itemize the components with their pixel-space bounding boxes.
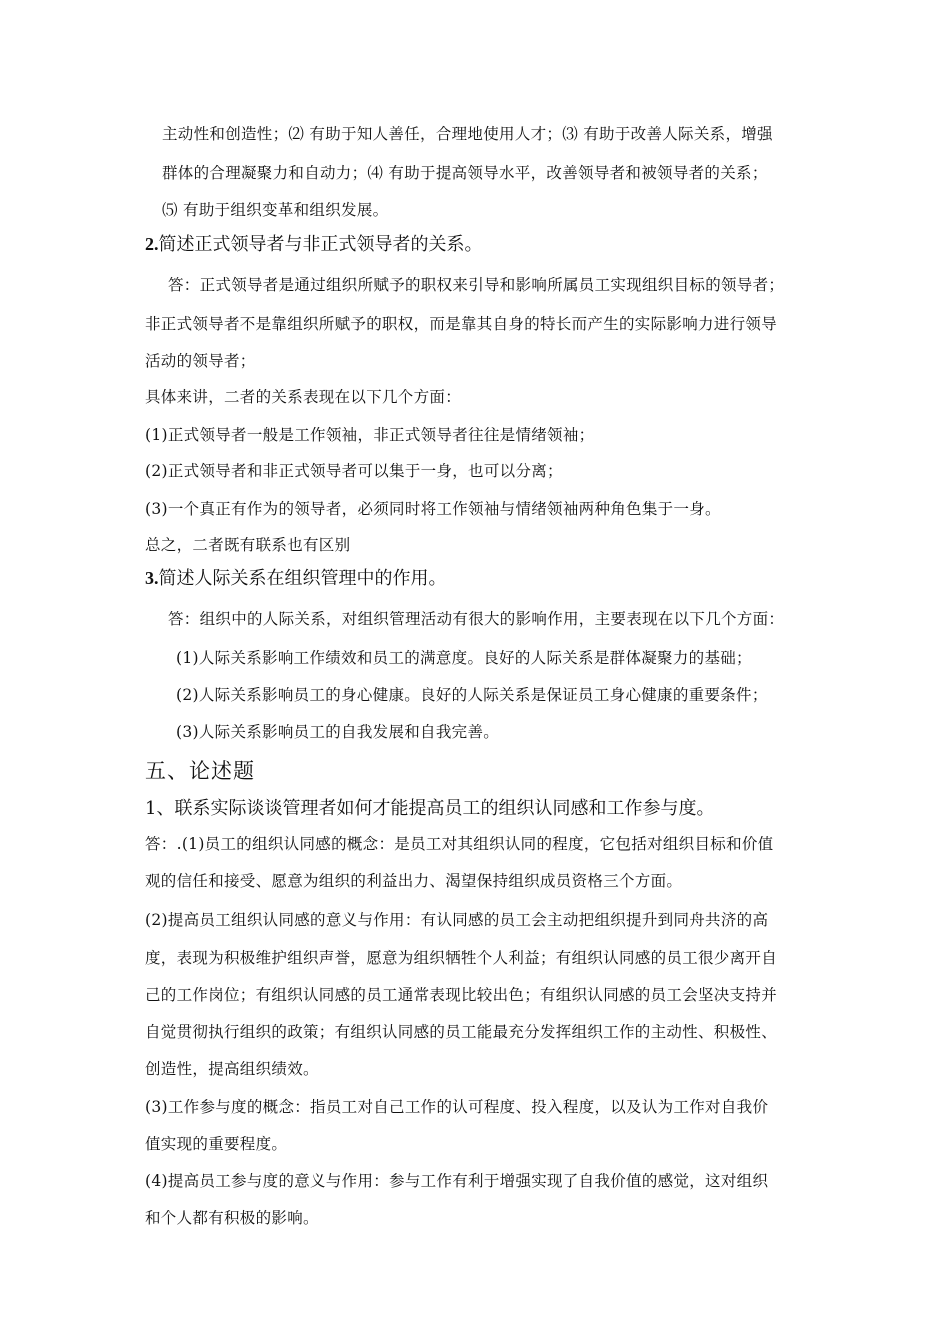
question-heading bbox=[145, 566, 447, 591]
question-heading: 1、联系实际谈谈管理者如何才能提高员工的组织认同感和工作参与度。 bbox=[145, 798, 715, 819]
answer-line: (3)一个真正有作为的领导者，必须同时将工作领袖与情绪领袖两种角色集于一身。 bbox=[145, 500, 721, 518]
answer-line: 答：.(1)员工的组织认同感的概念：是员工对其组织认同的程度，它包括对组织目标和价值 bbox=[145, 835, 774, 853]
answer-line: (2)正式领导者和非正式领导者可以集于一身，也可以分离； bbox=[145, 462, 563, 480]
question-heading bbox=[145, 232, 483, 257]
answer-line: (4)提高员工参与度的意义与作用：参与工作有利于增强实现了自我价值的感觉，这对组织 bbox=[145, 1172, 769, 1190]
question-number: 3. bbox=[145, 568, 159, 588]
answer-line: (1)人际关系影响工作绩效和员工的满意度。良好的人际关系是群体凝聚力的基础； bbox=[176, 649, 752, 667]
answer-line: 非正式领导者不是靠组织所赋予的职权，而是靠其自身的特长而产生的实际影响力进行领导 bbox=[145, 315, 778, 333]
answer-line: 活动的领导者； bbox=[145, 352, 256, 370]
answer-line: 答：正式领导者是通过组织所赋予的职权来引导和影响所属员工实现组织目标的领导者； bbox=[168, 276, 785, 294]
answer-line: 和个人都有积极的影响。 bbox=[145, 1209, 319, 1227]
answer-line: 具体来讲，二者的关系表现在以下几个方面： bbox=[145, 388, 462, 406]
answer-line: 观的信任和接受、愿意为组织的利益出力、渴望保持组织成员资格三个方面。 bbox=[145, 872, 683, 890]
question-number: 2. bbox=[145, 234, 159, 254]
text-line: 群体的合理凝聚力和自动力；⑷ 有助于提高领导水平，改善领导者和被领导者的关系； bbox=[162, 164, 768, 182]
question-title: 简述正式领导者与非正式领导者的关系。 bbox=[158, 234, 483, 255]
answer-line: (2)人际关系影响员工的身心健康。良好的人际关系是保证员工身心健康的重要条件； bbox=[176, 686, 768, 704]
answer-line: 答：组织中的人际关系，对组织管理活动有很大的影响作用，主要表现在以下几个方面： bbox=[168, 610, 785, 628]
text-line: ⑸ 有助于组织变革和组织发展。 bbox=[162, 201, 389, 219]
answer-line: 创造性，提高组织绩效。 bbox=[145, 1060, 319, 1078]
answer-line: 度，表现为积极维护组织声誉，愿意为组织牺牲个人利益；有组织认同感的员工很少离开自 bbox=[145, 949, 778, 967]
question-title: 简述人际关系在组织管理中的作用。 bbox=[158, 568, 447, 589]
answer-line: 总之，二者既有联系也有区别 bbox=[145, 536, 351, 554]
answer-line: 己的工作岗位；有组织认同感的员工通常表现比较出色；有组织认同感的员工会坚决支持并 bbox=[145, 986, 778, 1004]
answer-line: 自觉贯彻执行组织的政策；有组织认同感的员工能最充分发挥组织工作的主动性、积极性、 bbox=[145, 1023, 778, 1041]
answer-line: (2)提高员工组织认同感的意义与作用：有认同感的员工会主动把组织提升到同舟共济的高 bbox=[145, 911, 769, 929]
answer-line: 值实现的重要程度。 bbox=[145, 1135, 288, 1153]
text-line: 主动性和创造性；⑵ 有助于知人善任，合理地使用人才；⑶ 有助于改善人际关系，增强 bbox=[162, 125, 773, 143]
section-heading: 五、论述题 bbox=[145, 759, 255, 783]
answer-line: (1)正式领导者一般是工作领袖，非正式领导者往往是情绪领袖； bbox=[145, 426, 595, 444]
answer-line: (3)工作参与度的概念：指员工对自己工作的认可程度、投入程度，以及认为工作对自我价 bbox=[145, 1098, 769, 1116]
answer-line: (3)人际关系影响员工的自我发展和自我完善。 bbox=[176, 723, 500, 741]
